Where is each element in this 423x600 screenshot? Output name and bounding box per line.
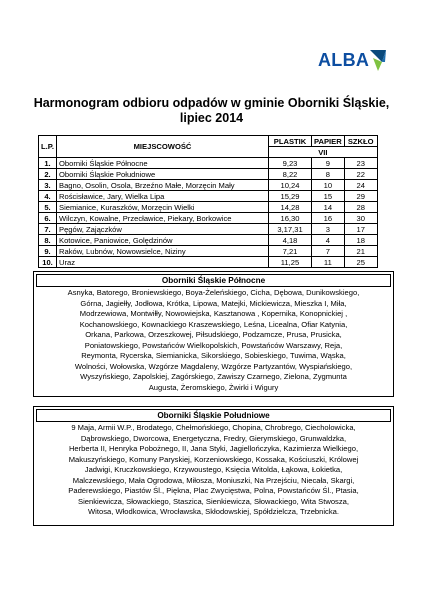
street-line: Dąbrowskiego, Dworcowa, Energetyczna, Fredry, Gierymskiego, Grunwaldzka, (80, 433, 347, 443)
cell-plastik: 15,29 (269, 191, 312, 202)
cell-papier: 15 (312, 191, 345, 202)
cell-plastik: 14,28 (269, 202, 312, 213)
cell-location: Pęgów, Zajączków (57, 224, 269, 235)
south-streets-text (37, 423, 390, 518)
south-streets-box (33, 406, 394, 526)
street-line: 9 Maja, Armii W.P., Brodatego, Chełmońskiego, Chopina, Chrobrego, Ciecholowicka, (71, 423, 356, 432)
alba-leaf-logo-icon (368, 48, 388, 72)
title-line-2: lipiec 2014 (179, 111, 244, 125)
cell-plastik: 7,21 (269, 246, 312, 257)
cell-szklo: 29 (344, 191, 377, 202)
cell-location: Bagno, Osolin, Osola, Brzeźno Małe, Morzęcin Mały (57, 180, 269, 191)
cell-lp: 8. (39, 235, 57, 246)
cell-papier: 7 (312, 246, 345, 257)
street-line: Augusta, Żeromskiego, Żwirki i Wigury (148, 382, 279, 392)
north-streets-box (33, 271, 394, 397)
street-line: Reymonta, Rycerska, Siemianicka, Sikorskiego, Sobieskiego, Tuwima, Wąska, (81, 351, 346, 360)
cell-papier: 10 (312, 180, 345, 191)
cell-szklo: 25 (344, 257, 377, 268)
cell-papier: 3 (312, 224, 345, 235)
cell-lp: 4. (39, 191, 57, 202)
street-line: Wyszyńskiego, Zapolskiej, Zagórskiego, Zawiszy Czarnego, Zielona, Zygmunta (80, 372, 347, 381)
cell-szklo: 22 (344, 169, 377, 180)
header-location: MIEJSCOWOŚĆ (57, 136, 269, 158)
cell-szklo: 17 (344, 224, 377, 235)
header-papier: PAPIER (312, 136, 345, 147)
cell-location: Wilczyn, Kowalne, Przecławice, Piekary, Borkowice (57, 213, 269, 224)
street-line: Wolności, Wołowska, Wzgórze Magdaleny, Wzgórze Partyzantów, Wyspiańskiego, (74, 361, 353, 371)
cell-szklo: 28 (344, 202, 377, 213)
header-lp: L.P. (39, 136, 57, 158)
logo-text: ALBA (318, 50, 370, 70)
cell-plastik: 9,23 (269, 158, 312, 169)
table-row (39, 180, 378, 191)
table-row (39, 246, 378, 257)
cell-szklo: 30 (344, 213, 377, 224)
south-heading: Oborniki Śląskie Południowe (36, 409, 391, 422)
street-line: Asnyka, Batorego, Broniewskiego, Boya-Żeleńskiego, Cicha, Dębowa, Dunikowskiego, (67, 288, 360, 297)
street-line: Kochanowskiego, Kownackiego Kraszewskiego, Leśna, Licealna, Ofiar Katynia, (79, 319, 348, 329)
table-row (39, 257, 378, 268)
street-line: Paderewskiego, Piastów Śl., Piękna, Plac Zwycięstwa, Polna, Powstańców Śl., Ptasia, (68, 486, 359, 495)
cell-papier: 8 (312, 169, 345, 180)
cell-papier: 16 (312, 213, 345, 224)
table-row (39, 235, 378, 246)
cell-papier: 9 (312, 158, 345, 169)
cell-papier: 11 (312, 257, 345, 268)
cell-lp: 10. (39, 257, 57, 268)
table-row (39, 213, 378, 224)
table-row (39, 202, 378, 213)
cell-lp: 3. (39, 180, 57, 191)
cell-szklo: 23 (344, 158, 377, 169)
street-line: Makuszyńskiego, Komuny Paryskiej, Korzeniowskiego, Kossaka, Kościuszki, Królowej (68, 454, 359, 464)
table-row (39, 169, 378, 180)
cell-lp: 1. (39, 158, 57, 169)
street-line: Modrzewiowa, Montwiłły, Nowowiejska, Kasztanowa , Kopernika, Konopnickiej , (79, 309, 348, 318)
cell-plastik: 8,22 (269, 169, 312, 180)
cell-location: Oborniki Śląskie Południowe (57, 169, 269, 180)
cell-lp: 9. (39, 246, 57, 257)
cell-lp: 7. (39, 224, 57, 235)
header-month: VII (269, 147, 378, 158)
street-line: Poniatowskiego, Powstańców Wielkopolskich, Powstańców Warszawy, Reja, (84, 340, 343, 350)
street-line: Herberta II, Henryka Pobożnego, II, Jana Styki, Jagiellończyka, Kazimierza Wielkiego, (68, 444, 359, 453)
cell-lp: 2. (39, 169, 57, 180)
street-line: Jadwigi, Kruczkowskiego, Krzywoustego, Księcia Witolda, Łąkowa, Łokietka, (84, 465, 343, 474)
schedule-table (38, 135, 378, 268)
cell-lp: 5. (39, 202, 57, 213)
street-line: Sienkiewicza, Słowackiego, Staszica, Sienkiewicza, Słowackiego, Wita Stwosza, (78, 496, 349, 506)
north-streets-text (37, 288, 390, 393)
cell-plastik: 16,30 (269, 213, 312, 224)
table-row (39, 224, 378, 235)
table-row (39, 191, 378, 202)
cell-szklo: 21 (344, 246, 377, 257)
cell-plastik: 10,24 (269, 180, 312, 191)
title-line-1: Harmonogram odbioru odpadów w gminie Oborniki Śląskie, (33, 96, 390, 110)
cell-location: Oborniki Śląskie Północne (57, 158, 269, 169)
alba-logo (318, 48, 386, 76)
cell-plastik: 4,18 (269, 235, 312, 246)
cell-location: Kotowice, Paniowice, Golędzinów (57, 235, 269, 246)
cell-location: Uraz (57, 257, 269, 268)
cell-plastik: 3,17,31 (269, 224, 312, 235)
north-heading: Oborniki Śląskie Północne (36, 274, 391, 287)
street-line: Witosa, Włodkowica, Wrocławska, Skłodowskiej, Spółdzielcza, Trzebnicka. (88, 507, 339, 516)
cell-lp: 6. (39, 213, 57, 224)
cell-plastik: 11,25 (269, 257, 312, 268)
cell-papier: 14 (312, 202, 345, 213)
cell-szklo: 18 (344, 235, 377, 246)
page-title (0, 96, 423, 126)
header-plastik: PLASTIK (269, 136, 312, 147)
cell-szklo: 24 (344, 180, 377, 191)
cell-location: Raków, Lubnów, Nowowsielce, Niziny (57, 246, 269, 257)
cell-papier: 4 (312, 235, 345, 246)
street-line: Górna, Jagiełły, Jodłowa, Krótka, Lipowa, Matejki, Mickiewicza, Mieszka I, Miła, (80, 298, 347, 308)
cell-location: Rościsławice, Jary, Wielka Lipa (57, 191, 269, 202)
street-line: Orkana, Parkowa, Orzeszkowej, Piłsudskiego, Podzamcze, Prusa, Prusicka, (85, 330, 342, 339)
table-header-row (39, 136, 378, 147)
table-row (39, 158, 378, 169)
header-szklo: SZKŁO (344, 136, 377, 147)
cell-location: Siemianice, Kuraszków, Morzęcin Wielki (57, 202, 269, 213)
street-line: Malczewskiego, Mała Ogrodowa, Miłosza, Moniuszki, Na Przejściu, Niecała, Skargi, (72, 475, 355, 485)
